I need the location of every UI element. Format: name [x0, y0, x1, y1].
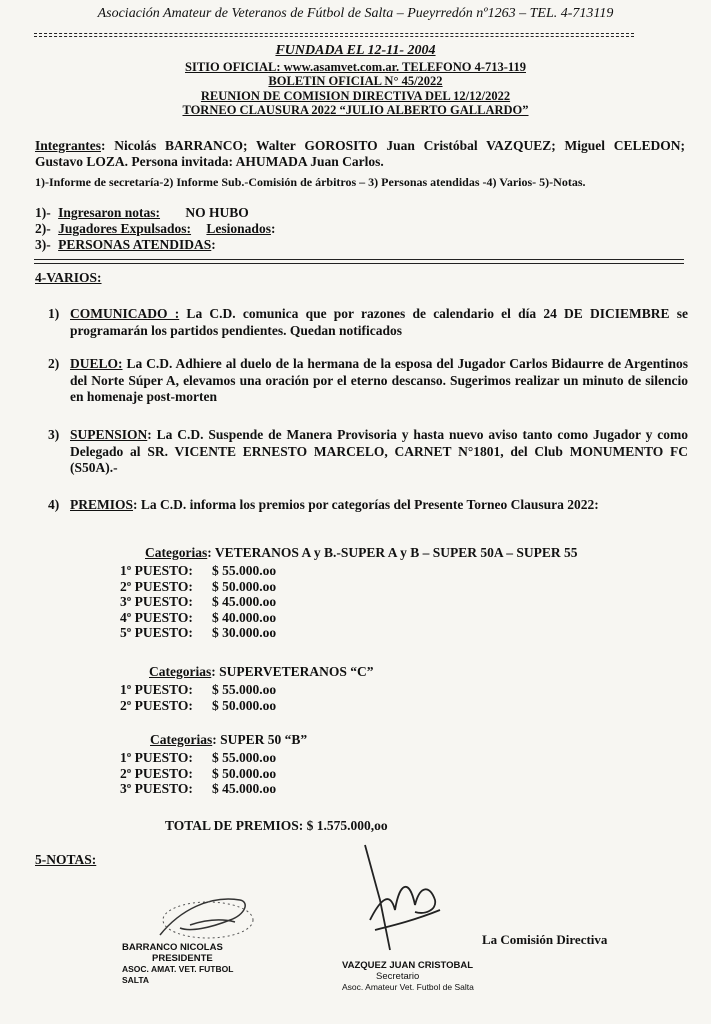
president-stamp: BARRANCO NICOLAS PRESIDENTE ASOC. AMAT. VET. FUTBOL SALTA [122, 942, 234, 985]
notas-heading: 5-NOTAS: [35, 852, 97, 867]
president-signature [150, 890, 260, 950]
secretary-signature [345, 840, 455, 960]
association-header: Asociación Amateur de Veteranos de Fútbol de Salta – Pueyrredón nº1263 – TEL. 4-713119 [97, 6, 614, 21]
secretary-stamp: VAZQUEZ JUAN CRISTOBAL Secretario Asoc. Amateur Vet. Futbol de Salta [342, 960, 474, 992]
item-duelo: 2) DUELO: La C.D. Adhiere al duelo de la hermana de la esposa del Jugador Carlos Bidaurre de Argentinos del Norte Súper A, elevamos una oración por el eterno descanso. Sugerimos realizar un minuto de silencio en homenaje post-morten [48, 356, 688, 404]
prize-row: 4º PUESTO: $ 40.000.oo [120, 609, 277, 625]
board-signature-label: La Comisión Directiva [482, 932, 608, 947]
founded-line: FUNDADA EL 12-11- 2004 [275, 43, 436, 58]
members-paragraph [35, 138, 685, 170]
members-label: Integrantes [35, 138, 101, 153]
total-prizes: TOTAL DE PREMIOS: $ 1.575.000,oo [165, 818, 388, 833]
category-heading: Categorias: SUPER 50 “B” [150, 732, 308, 747]
prize-row: 2º PUESTO: $ 50.000.oo [120, 765, 277, 781]
members-text: : Nicolás BARRANCO; Walter GOROSITO Juan Cristóbal VAZQUEZ; Miguel CELEDON; Gustavo LOZA. Persona invitada: AHUMADA Juan Carlos. [35, 138, 685, 169]
dashed-divider [34, 33, 634, 34]
prize-row: 1º PUESTO: $ 55.000.oo [120, 563, 277, 578]
agenda-line: 1)-Informe de secretaría-2) Informe Sub.-Comisión de árbitros – 3) Personas atendidas -4) Varios- 5)-Notas. [35, 175, 586, 189]
prize-row: 1º PUESTO: $ 55.000.oo [120, 682, 277, 697]
varios-heading: 4-VARIOS: [35, 270, 102, 285]
prize-list [120, 682, 276, 713]
prize-row: 3º PUESTO: $ 45.000.oo [120, 594, 277, 609]
prize-row: 2º PUESTO: $ 50.000.oo [120, 578, 277, 594]
divider [34, 263, 684, 264]
category-heading: Categorias: VETERANOS A y B.-SUPER A y B – SUPER 50A – SUPER 55 [145, 545, 578, 560]
bulletin-number: BOLETIN OFICIAL N° 45/2022 [268, 74, 443, 88]
prize-list [120, 750, 276, 797]
divider [34, 259, 684, 260]
official-site-line: SITIO OFICIAL: www.asamvet.com.ar. TELEFONO 4-713-119 [185, 60, 526, 74]
section-notes-received: 1)- Ingresaron notas: NO HUBO [35, 205, 249, 220]
section-people-attended: 3)- PERSONAS ATENDIDAS: [35, 237, 216, 252]
prize-row: 5º PUESTO: $ 30.000.oo [120, 625, 277, 640]
dashed-divider [34, 36, 634, 37]
meeting-date: REUNION DE COMISION DIRECTIVA DEL 12/12/2022 [200, 89, 511, 103]
section-expelled-players: 2)- Jugadores Expulsados: Lesionados: [35, 221, 276, 236]
tournament-name: TORNEO CLAUSURA 2022 “JULIO ALBERTO GALLARDO” [182, 103, 529, 117]
item-suspension: 3) SUPENSION: La C.D. Suspende de Manera Provisoria y hasta nuevo aviso tanto como Jugador y como Delegado al SR. VICENTE ERNESTO MARCELO, CARNET N°1801, del Club MONUMENTO FC (S50A).- [48, 427, 688, 475]
prize-row: 3º PUESTO: $ 45.000.oo [120, 781, 277, 796]
prize-row: 2º PUESTO: $ 50.000.oo [120, 697, 277, 713]
prize-row: 1º PUESTO: $ 55.000.oo [120, 750, 277, 765]
category-heading: Categorias: SUPERVETERANOS “C” [149, 664, 374, 679]
item-premios: 4) PREMIOS: La C.D. informa los premios por categorías del Presente Torneo Clausura 2022: [48, 497, 599, 512]
prize-list [120, 563, 276, 641]
item-comunicado: 1) COMUNICADO : La C.D. comunica que por razones de calendario el día 24 DE DICIEMBRE se programarán los partidos pendientes. Quedan notificados [48, 306, 688, 338]
